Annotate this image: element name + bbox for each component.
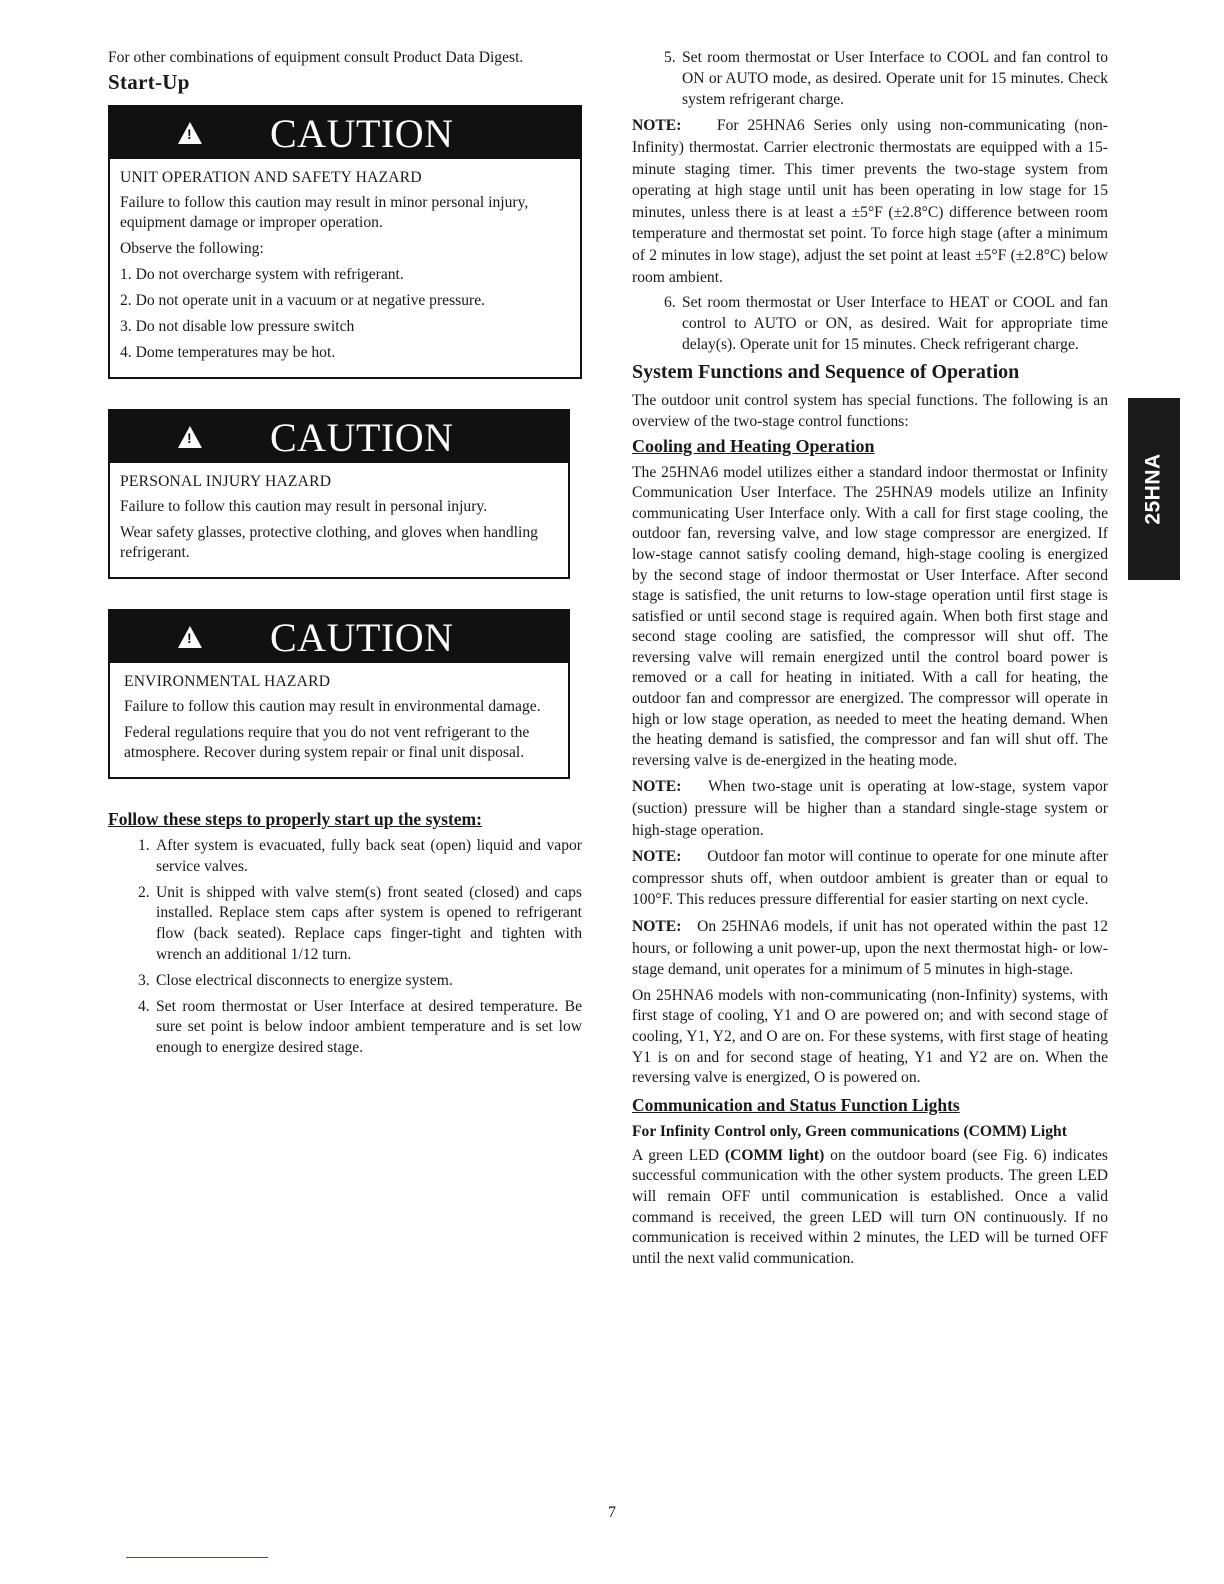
list-item: 5. Set room thermostat or User Interface to COOL and fan control to ON or AUTO mode, as desired. Operate unit for 15 minutes. Check system refrigerant charge.	[664, 49, 1108, 108]
caution-body	[110, 159, 580, 377]
section-title: System Functions and Sequence of Operation	[632, 360, 1020, 383]
caution-text: Wear safety glasses, protective clothing, and gloves when handling refrigerant.	[120, 524, 538, 561]
note-staging-timer: NOTE: For 25HNA6 Series only using non-communicating (non-Infinity) thermostat. Carrier electronic thermostats are equipped with a 15-minute staging timer. This timer prevents the two-stage system from operating at high stage until unit has been operating in low stage for 15 minutes, unless there is at least a ±5°F (±2.8°C) difference between room temperature and thermostat set point. To force high stage (after a minimum of 2 minutes in low stage), adjust the set point at least ±5°F (±2.8°C) below room ambient.	[632, 117, 1108, 286]
left-column	[108, 48, 582, 1064]
startup-steps-continued	[632, 48, 1108, 110]
caution-header	[110, 611, 568, 663]
hazard-title: UNIT OPERATION AND SAFETY HAZARD	[120, 169, 422, 186]
footer-divider	[126, 1557, 268, 1558]
list-item: 4. Set room thermostat or User Interface at desired temperature. Be sure set point is below indoor ambient temperature and is set low enough to energize desired stage.	[138, 997, 582, 1057]
list-item: 1. After system is evacuated, fully back seat (open) liquid and vapor service valves.	[138, 837, 582, 875]
hazard-title: ENVIRONMENTAL HAZARD	[124, 673, 331, 690]
caution-box-personal-injury	[108, 409, 570, 579]
caution-text: Failure to follow this caution may result in personal injury.	[120, 498, 488, 515]
warning-triangle-icon: !	[178, 626, 202, 648]
startup-steps-list	[108, 836, 582, 1059]
caution-observe: Observe the following:	[120, 240, 264, 257]
list-item: 3. Close electrical disconnects to energize system.	[138, 971, 453, 989]
right-column	[632, 48, 1108, 1269]
cooling-heating-heading: Cooling and Heating Operation	[632, 435, 875, 456]
caution-body	[110, 463, 568, 577]
comm-light-text: A green LED (COMM light) on the outdoor board (see Fig. 6) indicates successful communication with the other system products. The green LED will remain OFF until communication is established. Once a valid command is received, the green LED will turn ON continuously. If no communication is received within 2 minutes, the LED will be turned OFF until the next valid communication.	[632, 1146, 1108, 1267]
note-power-up: NOTE: On 25HNA6 models, if unit has not operated within the past 12 hours, or following a unit power-up, upon the next thermostat high- or low-stage demand, unit operates for a minimum of 5 minutes in high-stage.	[632, 918, 1108, 979]
caution-text: Failure to follow this caution may result in environmental damage.	[124, 698, 541, 715]
page-number: 7	[608, 1504, 616, 1521]
list-item: 4. Dome temperatures may be hot.	[120, 344, 336, 361]
startup-steps-continued	[632, 293, 1108, 355]
list-item: 3. Do not disable low pressure switch	[120, 318, 355, 335]
caution-list	[120, 265, 568, 363]
intro-text: For other combinations of equipment consult Product Data Digest.	[108, 49, 524, 66]
para-25hna6-models: On 25HNA6 models with non-communicating (non-Infinity) systems, with first stage of cooling, Y1 and O are powered on; and with second stage of cooling, Y1, Y2, and O are on. For these systems, with first stage of heating Y1 is on and for second stage of heating, Y1 and Y2 are on. When the reversing valve is energized, O is powered on.	[632, 986, 1108, 1087]
list-item: 1. Do not overcharge system with refrigerant.	[120, 266, 404, 283]
list-item: 6. Set room thermostat or User Interface to HEAT or COOL and fan control to AUTO or ON, as desired. Wait for appropriate time delay(s). Operate unit for 15 minutes. Check refrigerant charge.	[664, 294, 1108, 353]
warning-triangle-icon: !	[178, 122, 202, 144]
page-title: Start-Up	[108, 70, 190, 94]
caution-header	[110, 411, 568, 463]
side-tab-model: 25HNA	[1128, 398, 1180, 580]
caution-body	[110, 663, 568, 777]
caution-label: CAUTION	[270, 614, 454, 660]
list-item: 2. Do not operate unit in a vacuum or at negative pressure.	[120, 292, 486, 309]
note-fan-motor: NOTE: Outdoor fan motor will continue to operate for one minute after compressor shuts off, when outdoor ambient is greater than or equal to 100°F. This reduces pressure differential for easier starting on next cycle.	[632, 848, 1109, 909]
caution-box-environmental	[108, 609, 570, 779]
startup-steps-heading: Follow these steps to properly start up the system:	[108, 809, 482, 829]
caution-label: CAUTION	[270, 414, 454, 460]
caution-box-unit-operation	[108, 105, 582, 379]
caution-header	[110, 107, 580, 159]
note-vapor-pressure: NOTE: When two-stage unit is operating at low-stage, system vapor (suction) pressure will be higher than a standard single-stage system or high-stage operation.	[632, 778, 1108, 839]
section-intro: The outdoor unit control system has special functions. The following is an overview of the two-stage control functions:	[632, 391, 1108, 430]
caution-label: CAUTION	[270, 110, 454, 156]
cooling-heating-text: The 25HNA6 model utilizes either a standard indoor thermostat or Infinity Communication User Interface. The 25HNA9 models utilize an Infinity communicating User Interface only. With a call for first stage cooling, the outdoor fan, reversing valve, and low stage compressor are energized. If low-stage cannot satisfy cooling demand, high-stage cooling is energized by the second stage of indoor thermostat or User Interface. After second stage is satisfied, the unit returns to low-stage operation until first stage is satisfied or until second stage is required again. When both first stage and second stage cooling are satisfied, the compressor will shut off. The reversing valve will remain energized until the control board power is removed or a call for heating in initiated. With a call for heating, the outdoor fan and compressor are energized. The compressor will operate in high or low stage operation, as needed to meet the heating demand. When the heating demand is satisfied, the compressor and fan will shut off. The reversing valve is de-energized in the heating mode.	[632, 463, 1108, 769]
caution-text: Federal regulations require that you do not vent refrigerant to the atmosphere. Recover during system repair or final unit disposal.	[124, 724, 530, 761]
comm-light-subheading: For Infinity Control only, Green communications (COMM) Light	[632, 1122, 1067, 1140]
hazard-title: PERSONAL INJURY HAZARD	[120, 473, 332, 490]
list-item: 2. Unit is shipped with valve stem(s) front seated (closed) and caps installed. Replace stem caps after system is opened to refrigerant flow (back seated). Replace caps finger-tight and tighten with wrench an additional 1/12 turn.	[138, 883, 582, 963]
caution-text: Failure to follow this caution may result in minor personal injury, equipment damage or improper operation.	[120, 194, 529, 231]
communication-heading: Communication and Status Function Lights	[632, 1094, 960, 1115]
warning-triangle-icon: !	[178, 426, 202, 448]
